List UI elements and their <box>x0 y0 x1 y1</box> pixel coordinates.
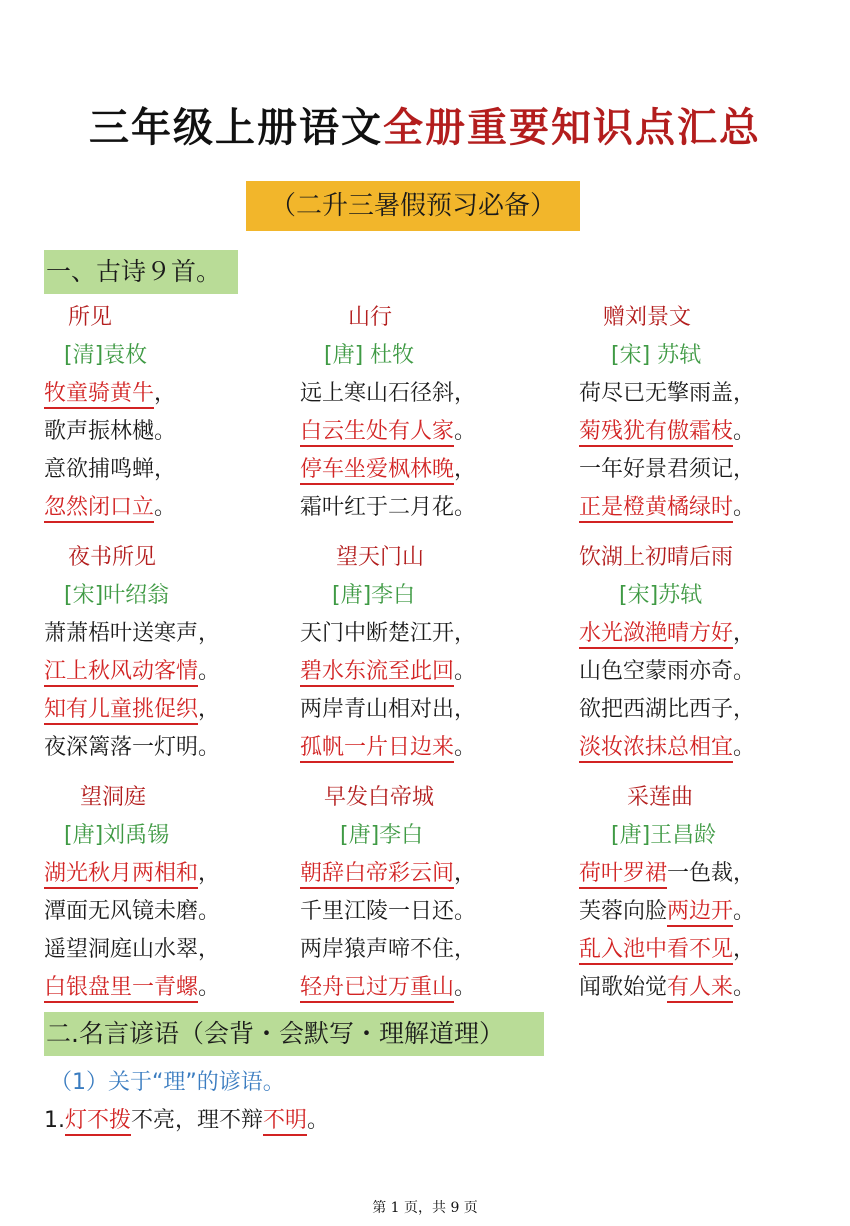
poem-author: [宋]叶绍翁 <box>64 583 170 608</box>
title-part2: 全册重要知识点汇总 <box>383 104 761 151</box>
section1-heading: 一、古诗９首。 <box>44 250 238 294</box>
text-segment: 千里江陵一日还。 <box>300 899 477 924</box>
section2-heading: 二.名言谚语（会背・会默写・理解道理） <box>44 1012 544 1056</box>
key-phrase: 白云生处有人家 <box>300 419 454 447</box>
text-segment: 。 <box>733 975 756 1000</box>
poem-line <box>300 935 540 965</box>
poem-line <box>44 619 284 649</box>
poem-line <box>300 619 540 649</box>
poem-block <box>579 543 819 763</box>
poem-line <box>44 897 284 927</box>
poem-line <box>300 657 540 687</box>
poem-line <box>300 455 540 485</box>
text-segment: 。 <box>454 659 477 684</box>
text-segment: 。 <box>454 419 477 444</box>
poem-line <box>579 897 819 927</box>
key-phrase: 菊残犹有傲霜枝 <box>579 419 733 447</box>
poem-title: 赠刘景文 <box>603 305 692 330</box>
poem-line <box>579 619 819 649</box>
poem-title: 早发白帝城 <box>324 785 435 810</box>
poem-block <box>300 543 540 763</box>
key-phrase: 灯不拨 <box>65 1108 131 1136</box>
title-part1: 三年级上册语文 <box>89 104 383 151</box>
poem-line <box>579 859 819 889</box>
poem-title: 饮湖上初晴后雨 <box>579 545 734 570</box>
poem-author: [唐]刘禹锡 <box>64 823 170 848</box>
poem-line <box>300 897 540 927</box>
text-segment: 。 <box>733 899 756 924</box>
key-phrase: 忽然闭口立 <box>44 495 154 523</box>
poem-line <box>44 695 284 725</box>
text-segment: 。 <box>198 659 221 684</box>
poem-block <box>300 783 540 1003</box>
poem-line <box>579 417 819 447</box>
poem-line <box>300 417 540 447</box>
text-segment: 潭面无风镜未磨。 <box>44 899 221 924</box>
key-phrase: 朝辞白帝彩云间 <box>300 861 454 889</box>
key-phrase: 乱入池中看不见 <box>579 937 733 965</box>
key-phrase: 水光潋滟晴方好 <box>579 621 733 649</box>
poem-title: 望天门山 <box>336 545 425 570</box>
proverb-subheading: （1）关于“理”的谚语。 <box>50 1070 285 1095</box>
poem-line <box>44 379 284 409</box>
text-segment: 。 <box>733 495 756 520</box>
key-phrase: 停车坐爱枫林晚 <box>300 457 454 485</box>
text-segment: ， <box>733 937 756 962</box>
text-segment: 闻歌始觉 <box>579 975 668 1000</box>
poem-line <box>579 657 819 687</box>
text-segment: 。 <box>733 735 756 760</box>
text-segment: 。 <box>198 975 221 1000</box>
key-phrase: 不明 <box>263 1108 307 1136</box>
poem-line <box>44 657 284 687</box>
poem-line <box>44 859 284 889</box>
poem-line <box>300 733 540 763</box>
poem-line <box>300 379 540 409</box>
poem-line <box>44 973 284 1003</box>
key-phrase: 有人来 <box>667 975 733 1003</box>
key-phrase: 孤帆一片日边来 <box>300 735 454 763</box>
poem-block <box>44 543 284 763</box>
poem-author: [唐]李白 <box>332 583 416 608</box>
text-segment: ， <box>454 457 477 482</box>
key-phrase: 碧水东流至此回 <box>300 659 454 687</box>
poem-line <box>579 455 819 485</box>
text-segment: 一年好景君须记， <box>579 457 756 482</box>
poem-line <box>300 695 540 725</box>
poem-line <box>44 455 284 485</box>
text-segment: 。 <box>733 419 756 444</box>
poem-title: 夜书所见 <box>68 545 157 570</box>
poem-author: [唐] 杜牧 <box>324 343 415 368</box>
key-phrase: 牧童骑黄牛 <box>44 381 154 409</box>
poem-line <box>300 973 540 1003</box>
key-phrase: 荷叶罗裙 <box>579 861 667 889</box>
page-footer: 第 1 页，共 9 页 <box>372 1200 478 1216</box>
poem-author: [清]袁枚 <box>64 343 148 368</box>
key-phrase: 两边开 <box>667 899 733 927</box>
key-phrase: 知有儿童挑促织 <box>44 697 198 725</box>
poem-title: 山行 <box>348 305 393 330</box>
key-phrase: 湖光秋月两相和 <box>44 861 198 889</box>
poem-author: [宋]苏轼 <box>619 583 703 608</box>
text-segment: 。 <box>454 975 477 1000</box>
key-phrase: 正是橙黄橘绿时 <box>579 495 733 523</box>
text-segment: 。 <box>307 1108 330 1133</box>
text-segment: 夜深篱落一灯明。 <box>44 735 221 760</box>
poem-line <box>579 935 819 965</box>
poem-line <box>300 859 540 889</box>
poem-line <box>44 493 284 523</box>
text-segment: 欲把西湖比西子， <box>579 697 756 722</box>
poem-author: [唐]李白 <box>340 823 424 848</box>
poem-author: [唐]王昌龄 <box>611 823 717 848</box>
text-segment: 山色空蒙雨亦奇。 <box>579 659 756 684</box>
text-segment: 意欲捕鸣蝉， <box>44 457 177 482</box>
poem-block <box>579 303 819 523</box>
poem-block <box>44 303 284 523</box>
poem-line <box>44 935 284 965</box>
text-segment: 。 <box>154 495 177 520</box>
key-phrase: 白银盘里一青螺 <box>44 975 198 1003</box>
text-segment: ， <box>198 861 221 886</box>
poem-author: [宋] 苏轼 <box>611 343 702 368</box>
page-title <box>0 100 850 156</box>
poem-title: 望洞庭 <box>80 785 147 810</box>
poem-line <box>300 493 540 523</box>
text-segment: 两岸猿声啼不住， <box>300 937 477 962</box>
text-segment: 远上寒山石径斜， <box>300 381 477 406</box>
text-segment: 不亮，理不辩 <box>131 1108 264 1133</box>
key-phrase: 轻舟已过万重山 <box>300 975 454 1003</box>
poem-line <box>44 733 284 763</box>
text-segment: 萧萧梧叶送寒声， <box>44 621 221 646</box>
poem-block <box>300 303 540 523</box>
poem-title: 采莲曲 <box>627 785 694 810</box>
key-phrase: 江上秋风动客情 <box>44 659 198 687</box>
key-phrase: 淡妆浓抹总相宜 <box>579 735 733 763</box>
subtitle-banner: （二升三暑假预习必备） <box>246 181 580 231</box>
text-segment: 霜叶红于二月花。 <box>300 495 477 520</box>
text-segment: 遥望洞庭山水翠， <box>44 937 221 962</box>
text-segment: 天门中断楚江开， <box>300 621 477 646</box>
text-segment: 芙蓉向脸 <box>579 899 668 924</box>
poem-line <box>579 973 819 1003</box>
text-segment: ， <box>454 861 477 886</box>
text-segment: ， <box>154 381 177 406</box>
poem-block <box>579 783 819 1003</box>
poem-line <box>579 379 819 409</box>
text-segment: ， <box>733 621 756 646</box>
poem-block <box>44 783 284 1003</box>
poem-title: 所见 <box>68 305 113 330</box>
poem-line <box>44 417 284 447</box>
poem-line <box>579 493 819 523</box>
text-segment: 两岸青山相对出， <box>300 697 477 722</box>
text-segment: 歌声振林樾。 <box>44 419 177 444</box>
text-segment: 荷尽已无擎雨盖， <box>579 381 756 406</box>
text-segment: 一色裁， <box>667 861 756 886</box>
text-segment: 1. <box>44 1108 65 1133</box>
proverb-item-1 <box>44 1106 329 1136</box>
text-segment: 。 <box>454 735 477 760</box>
text-segment: ， <box>198 697 221 722</box>
poem-line <box>579 733 819 763</box>
poem-line <box>579 695 819 725</box>
